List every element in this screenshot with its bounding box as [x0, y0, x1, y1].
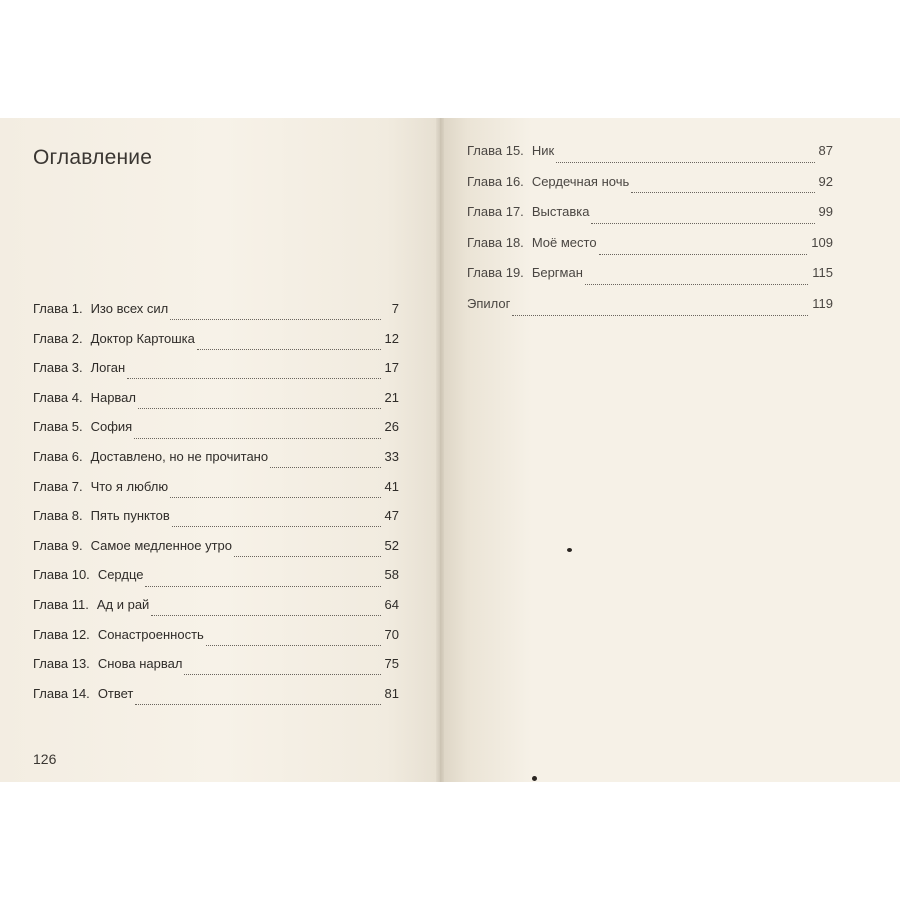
toc-page-number: 64: [384, 596, 399, 612]
toc-page-number: 7: [391, 301, 399, 316]
toc-list-left: [33, 301, 399, 715]
dot-leader: [631, 192, 814, 193]
toc-chapter-title: Сердечная ночь: [531, 173, 630, 189]
toc-chapter-number: Глава 4.: [33, 389, 83, 405]
toc-chapter-number: Глава 8.: [33, 508, 83, 524]
toc-entry: [33, 508, 399, 538]
dot-leader: [556, 162, 814, 163]
toc-chapter-title: Пять пунктов: [90, 508, 170, 524]
dot-leader: [145, 586, 380, 587]
toc-entry: [33, 331, 399, 361]
toc-page-number: 109: [811, 234, 833, 250]
toc-page-number: 99: [818, 204, 833, 220]
toc-entry: [33, 538, 399, 568]
toc-entry: [33, 449, 399, 479]
toc-entry: [33, 301, 399, 331]
ink-speck: [532, 776, 537, 781]
toc-entry: [33, 656, 399, 686]
toc-chapter-number: Глава 17.: [467, 204, 524, 220]
toc-page-number: 87: [818, 143, 833, 158]
toc-chapter-number: Глава 6.: [33, 448, 83, 464]
toc-chapter-number: Глава 7.: [33, 478, 83, 494]
dot-leader: [138, 408, 381, 409]
toc-chapter-title: Доставлено, но не прочитано: [90, 448, 269, 464]
dot-leader: [270, 467, 380, 468]
book-spread: [0, 118, 900, 782]
toc-chapter-number: Глава 2.: [33, 330, 83, 346]
toc-chapter-number: Глава 19.: [467, 265, 524, 281]
toc-chapter-title: Снова нарвал: [97, 656, 183, 672]
toc-chapter-number: Глава 16.: [467, 173, 524, 189]
toc-chapter-title: Эпилог: [467, 295, 511, 311]
toc-entry: [33, 390, 399, 420]
toc-entry: [33, 360, 399, 390]
toc-chapter-number: Глава 18.: [467, 234, 524, 250]
toc-chapter-number: Глава 14.: [33, 685, 90, 701]
toc-chapter-title: Сонастроенность: [97, 626, 204, 642]
dot-leader: [206, 645, 381, 646]
toc-chapter-title: Самое медленное утро: [90, 537, 232, 553]
toc-entry: [33, 627, 399, 657]
toc-entry: [467, 174, 833, 205]
toc-entry: [467, 296, 833, 327]
toc-page-number: 115: [812, 265, 833, 281]
toc-page-number: 21: [384, 389, 399, 405]
toc-chapter-number: Глава 10.: [33, 567, 90, 583]
toc-chapter-number: Глава 12.: [33, 626, 90, 642]
dot-leader: [127, 378, 380, 379]
toc-chapter-title: Сердце: [97, 567, 144, 583]
page-number: 126: [33, 751, 57, 767]
toc-chapter-title: Ответ: [97, 685, 134, 701]
toc-chapter-title: София: [90, 419, 133, 435]
toc-page-number: 17: [384, 360, 399, 376]
toc-page-number: 81: [384, 685, 399, 701]
toc-chapter-number: Глава 11.: [33, 596, 89, 612]
toc-chapter-title: Выставка: [531, 204, 590, 220]
dot-leader: [234, 556, 381, 557]
toc-entry: [467, 204, 833, 235]
toc-chapter-title: Логан: [90, 360, 126, 376]
dot-leader: [585, 284, 808, 285]
toc-chapter-title: Что я люблю: [90, 478, 169, 494]
toc-chapter-number: Глава 9.: [33, 537, 83, 553]
dot-leader: [135, 704, 380, 705]
toc-title: Оглавление: [33, 146, 153, 169]
ink-speck: [567, 548, 572, 552]
toc-chapter-title: Бергман: [531, 265, 583, 281]
toc-page-number: 12: [384, 330, 399, 346]
dot-leader: [134, 438, 380, 439]
toc-page-number: 92: [818, 173, 833, 189]
toc-chapter-title: Изо всех сил: [90, 301, 169, 316]
toc-entry: [33, 419, 399, 449]
book-gutter: [436, 118, 444, 782]
toc-chapter-title: Моё место: [531, 234, 597, 250]
toc-chapter-number: Глава 13.: [33, 656, 90, 672]
toc-chapter-number: Глава 15.: [467, 143, 524, 158]
dot-leader: [151, 615, 380, 616]
dot-leader: [512, 315, 808, 316]
dot-leader: [599, 254, 808, 255]
dot-leader: [170, 497, 380, 498]
toc-chapter-number: Глава 1.: [33, 301, 83, 316]
toc-page-number: 52: [384, 537, 399, 553]
toc-page-number: 58: [384, 567, 399, 583]
toc-chapter-title: Нарвал: [90, 389, 137, 405]
toc-entry: [33, 567, 399, 597]
toc-chapter-number: Глава 3.: [33, 360, 83, 376]
dot-leader: [172, 526, 381, 527]
toc-page-number: 47: [384, 508, 399, 524]
toc-page-number: 119: [812, 295, 833, 311]
toc-page-number: 75: [384, 656, 399, 672]
toc-entry: [33, 479, 399, 509]
left-page: [0, 118, 440, 782]
dot-leader: [197, 349, 381, 350]
toc-entry: [33, 686, 399, 716]
toc-entry: [467, 143, 833, 174]
toc-chapter-title: Ник: [531, 143, 555, 158]
toc-entry: [33, 597, 399, 627]
dot-leader: [591, 223, 814, 224]
toc-page-number: 41: [384, 478, 399, 494]
toc-entry: [467, 235, 833, 266]
toc-entry: [467, 265, 833, 296]
toc-page-number: 70: [384, 626, 399, 642]
toc-page-number: 26: [384, 419, 399, 435]
toc-chapter-title: Ад и рай: [96, 596, 150, 612]
dot-leader: [170, 319, 381, 320]
toc-page-number: 33: [384, 448, 399, 464]
dot-leader: [184, 674, 380, 675]
toc-chapter-number: Глава 5.: [33, 419, 83, 435]
toc-list-right: [467, 143, 833, 327]
toc-chapter-title: Доктор Картошка: [90, 330, 195, 346]
